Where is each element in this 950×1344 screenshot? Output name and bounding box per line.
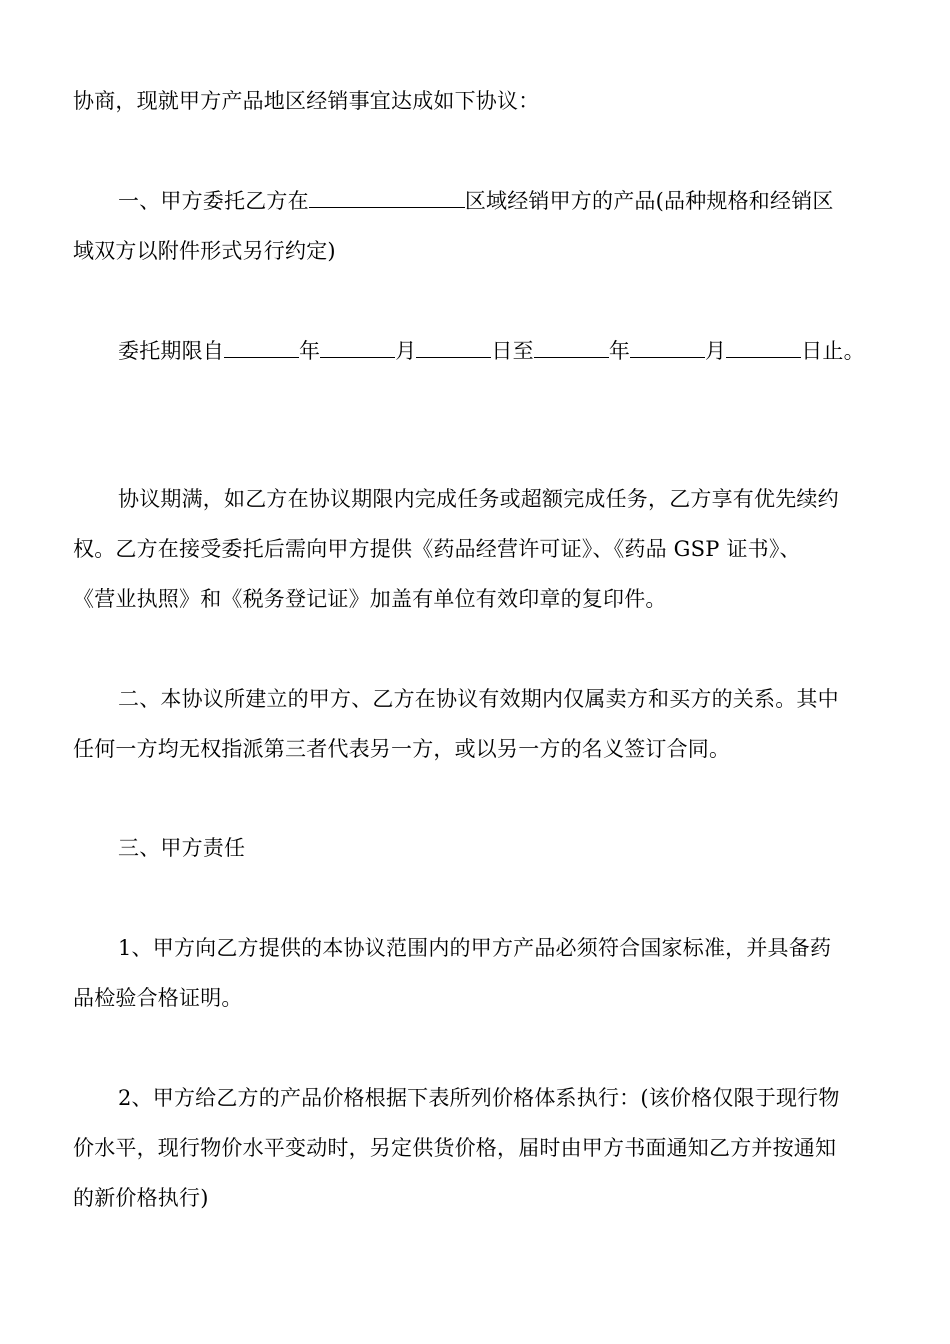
clause-2-text-2: 任何一方均无权指派第三者代表另一方，或以另一方的名义签订合同。 bbox=[73, 737, 731, 761]
start-day-blank bbox=[416, 339, 491, 358]
clause-3-2-text-1: 2、甲方给乙方的产品价格根据下表所列价格体系执行：(该价格仅限于现行物 bbox=[118, 1086, 840, 1110]
end-month-blank bbox=[630, 339, 705, 358]
clause-3-2-line-3 bbox=[73, 1185, 883, 1211]
clause-3-1-text-2: 品检验合格证明。 bbox=[73, 986, 243, 1010]
term-month-2: 月 bbox=[705, 339, 727, 363]
intro-line bbox=[73, 88, 883, 114]
term-line bbox=[118, 338, 883, 364]
clause-3-2-text-3: 的新价格执行) bbox=[73, 1186, 209, 1210]
renewal-text-3: 《营业执照》和《税务登记证》加盖有单位有效印章的复印件。 bbox=[73, 587, 667, 611]
clause-3-2-text-2: 价水平，现行物价水平变动时，另定供货价格，届时由甲方书面通知乙方并按通知 bbox=[73, 1136, 837, 1160]
term-end: 日止。 bbox=[801, 339, 865, 363]
clause-3-2-line-2 bbox=[73, 1135, 883, 1161]
renewal-line-1 bbox=[118, 486, 883, 512]
term-month-1: 月 bbox=[395, 339, 417, 363]
clause-3-1-line-2 bbox=[73, 985, 883, 1011]
clause-2-line-1 bbox=[118, 686, 883, 712]
clause-1-line-1 bbox=[118, 188, 883, 214]
clause-3-1-line-1 bbox=[118, 935, 883, 961]
region-blank bbox=[309, 189, 465, 208]
end-day-blank bbox=[726, 339, 801, 358]
term-prefix: 委托期限自 bbox=[118, 339, 224, 363]
term-year-2: 年 bbox=[608, 339, 631, 363]
term-year-1: 年 bbox=[299, 339, 321, 363]
clause-1-text-a: 一、甲方委托乙方在 bbox=[118, 189, 309, 213]
renewal-text-2: 权。乙方在接受委托后需向甲方提供《药品经营许可证》、《药品 GSP 证书》、 bbox=[73, 537, 801, 561]
clause-3-1-text-1: 1、甲方向乙方提供的本协议范围内的甲方产品必须符合国家标准，并具备药 bbox=[118, 936, 832, 960]
start-year-blank bbox=[224, 339, 299, 358]
clause-3-heading bbox=[118, 835, 883, 861]
renewal-text-1: 协议期满，如乙方在协议期限内完成任务或超额完成任务，乙方享有优先续约 bbox=[118, 487, 839, 511]
renewal-line-2 bbox=[73, 536, 883, 562]
clause-2-line-2 bbox=[73, 736, 883, 762]
clause-1-text-c: 域双方以附件形式另行约定) bbox=[73, 239, 336, 263]
clause-1-text-b: 区域经销甲方的产品(品种规格和经销区 bbox=[464, 189, 834, 213]
clause-1-line-2 bbox=[73, 238, 883, 264]
clause-3-heading-text: 三、甲方责任 bbox=[118, 836, 246, 860]
clause-3-2-line-1 bbox=[118, 1085, 883, 1111]
end-year-blank bbox=[534, 339, 609, 358]
term-day-to: 日至 bbox=[491, 339, 534, 363]
intro-text: 协商，现就甲方产品地区经销事宜达成如下协议： bbox=[73, 89, 540, 113]
renewal-line-3 bbox=[73, 586, 883, 612]
start-month-blank bbox=[320, 339, 395, 358]
clause-2-text-1: 二、本协议所建立的甲方、乙方在协议有效期内仅属卖方和买方的关系。其中 bbox=[118, 687, 839, 711]
